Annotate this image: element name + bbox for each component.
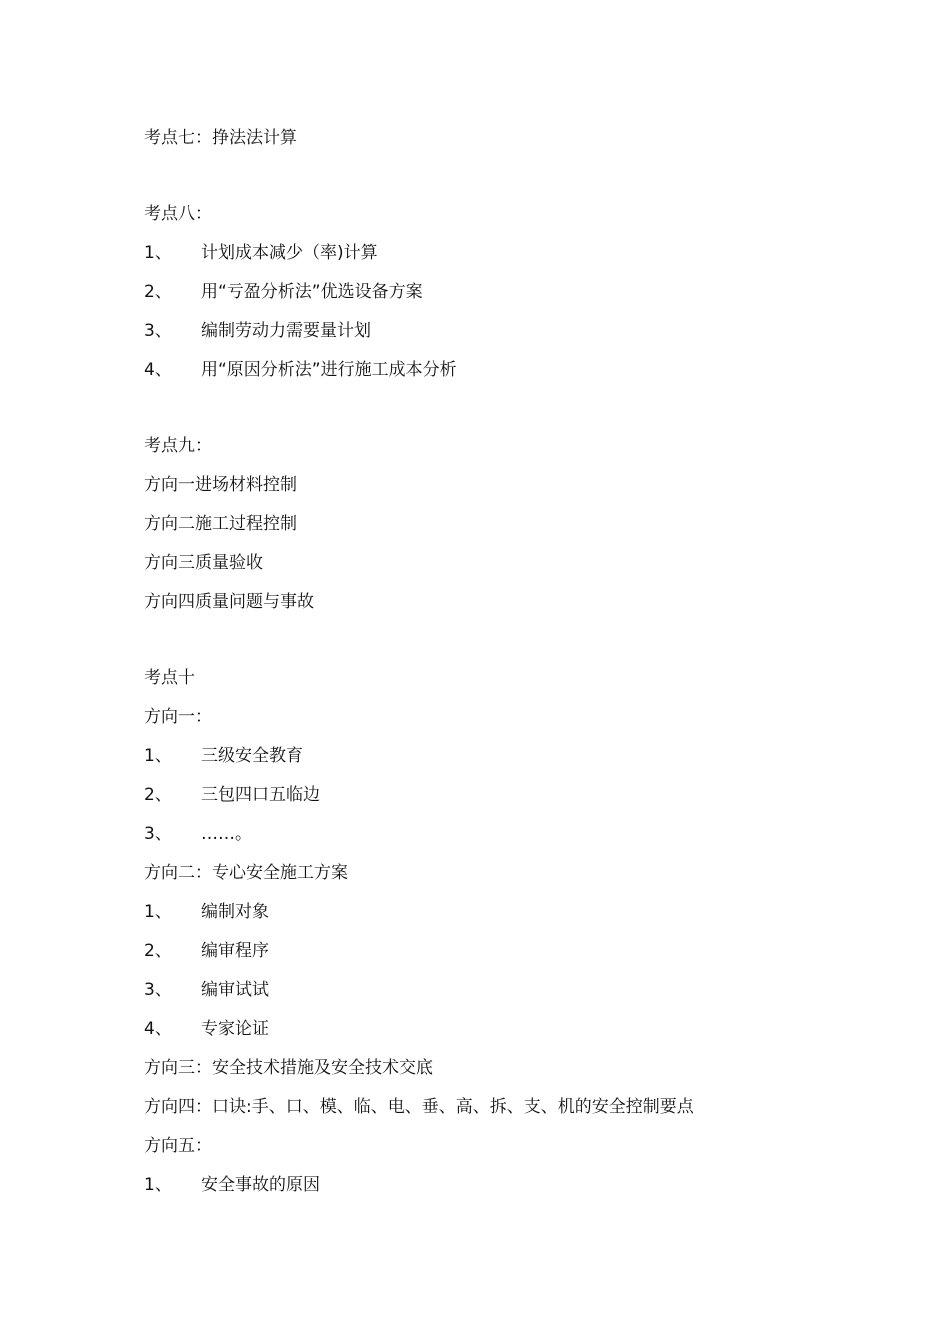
item-number: 3、	[144, 321, 172, 341]
item-text: 编审程序	[201, 941, 269, 961]
list-item	[144, 241, 378, 265]
list-item	[144, 939, 269, 963]
item-number: 2、	[144, 941, 172, 961]
direction-4-heading: 方向四：口诀:手、口、模、临、电、垂、高、拆、支、机的安全控制要点	[144, 1097, 694, 1117]
list-item	[144, 1017, 269, 1041]
list-item	[144, 319, 371, 343]
item-number: 1、	[144, 902, 172, 922]
item-text: ……。	[201, 824, 252, 844]
item-number: 3、	[144, 824, 172, 844]
list-item	[144, 744, 303, 768]
list-item	[144, 978, 269, 1002]
item-number: 1、	[144, 1175, 172, 1195]
item-text: 用“亏盈分析法”优选设备方案	[201, 282, 423, 302]
item-number: 2、	[144, 785, 172, 805]
item-number: 1、	[144, 243, 172, 263]
item-number: 4、	[144, 360, 172, 380]
item-text: 三级安全教育	[201, 746, 303, 766]
item-text: 计划成本减少（率)计算	[201, 243, 378, 263]
item-number: 2、	[144, 282, 172, 302]
list-item	[144, 900, 269, 924]
item-text: 专家论证	[201, 1019, 269, 1039]
item-text: 编审试试	[201, 980, 269, 1000]
direction-line: 方向一进场材料控制	[144, 475, 297, 495]
list-item	[144, 358, 457, 382]
section-8-heading: 考点八：	[144, 204, 212, 224]
direction-line: 方向三质量验收	[144, 553, 263, 573]
direction-2-heading: 方向二：专心安全施工方案	[144, 863, 348, 883]
direction-3-heading: 方向三：安全技术措施及安全技术交底	[144, 1058, 433, 1078]
section-7-heading: 考点七：挣法法计算	[144, 128, 297, 148]
direction-line: 方向四质量问题与事故	[144, 592, 314, 612]
direction-5-heading: 方向五：	[144, 1136, 212, 1156]
list-item	[144, 280, 423, 304]
item-text: 用“原因分析法”进行施工成本分析	[201, 360, 457, 380]
item-text: 三包四口五临边	[201, 785, 320, 805]
direction-line: 方向二施工过程控制	[144, 514, 297, 534]
list-item	[144, 1173, 320, 1197]
item-number: 3、	[144, 980, 172, 1000]
list-item	[144, 783, 320, 807]
item-number: 1、	[144, 746, 172, 766]
item-number: 4、	[144, 1019, 172, 1039]
section-9-heading: 考点九：	[144, 436, 212, 456]
section-10-heading: 考点十	[144, 668, 195, 688]
item-text: 编制劳动力需要量计划	[201, 321, 371, 341]
direction-1-heading: 方向一：	[144, 707, 212, 727]
list-item	[144, 822, 252, 846]
item-text: 安全事故的原因	[201, 1175, 320, 1195]
item-text: 编制对象	[201, 902, 269, 922]
